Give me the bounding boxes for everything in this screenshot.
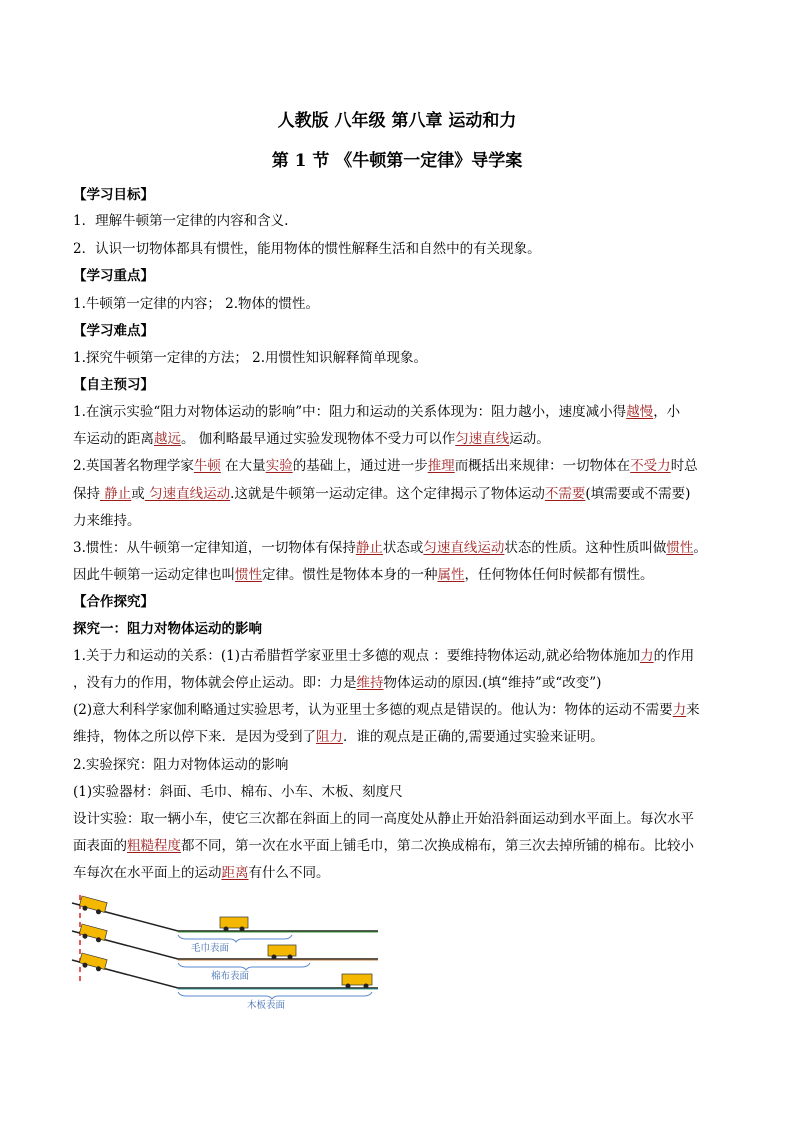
document-title: 人教版 八年级 第八章 运动和力 — [277, 111, 517, 131]
answer-blank: 实验 — [265, 458, 293, 474]
answer-blank: 惯性 — [666, 540, 694, 556]
preview-3-line-2: 因此牛顿第一运动定律也叫惯性定律。惯性是物体本身的一种属性，任何物体任何时候都有惯性。 — [73, 567, 654, 583]
answer-blank: 匀速直线运动 — [423, 540, 505, 556]
section-objectives: 【学习目标】 — [73, 187, 154, 203]
answer-blank: 粗糙程度 — [127, 838, 181, 854]
answer-blank: 不需要 — [544, 486, 586, 502]
preview-1-line-1: 1.在演示实验“阻力对物体运动的影响”中：阻力和运动的关系体现为：阻力越小，速度减小得越慢，小 — [73, 404, 681, 420]
answer-blank: 惯性 — [235, 567, 262, 583]
answer-blank: 推理 — [427, 458, 455, 474]
cotton-label: 棉布表面 — [211, 971, 250, 982]
explore-2-line-2: 维持，物体之所以停下来．是因为受到了阻力．谁的观点是正确的,需要通过实验来证明。 — [73, 729, 604, 745]
explore-1-title: 探究一：阻力对物体运动的影响 — [73, 621, 262, 637]
key-point-1: 1.牛顿第一定律的内容； 2.物体的惯性。 — [73, 296, 320, 312]
section-difficulties: 【学习难点】 — [73, 323, 154, 339]
car-icon — [79, 953, 108, 973]
answer-blank: 阻力 — [316, 729, 343, 745]
explore-1-line-1: 1.关于力和运动的关系：(1)古希腊哲学家亚里士多德的观点 ：要维持物体运动,就必给物体施加力的作用 — [73, 648, 695, 664]
answer-blank: 不受力 — [630, 458, 671, 474]
objective-2: 2．认识一切物体都具有惯性，能用物体的惯性解释生活和自然中的有关现象。 — [73, 241, 541, 257]
answer-blank: 静止 — [355, 540, 383, 556]
wood-distance-brace — [178, 992, 372, 999]
car-icon — [79, 924, 108, 944]
experiment-figure — [70, 893, 390, 1013]
wood-label: 木板表面 — [247, 1000, 286, 1011]
cotton-distance-brace — [178, 963, 310, 970]
preview-2-line-3: 力来维持。 — [73, 513, 141, 529]
answer-blank: 力 — [672, 702, 687, 718]
answer-blank: 牛顿 — [193, 458, 221, 474]
objective-1: 1．理解牛顿第一定律的内容和含义. — [73, 213, 289, 229]
experiment-title: 2.实验探究：阻力对物体运动的影响 — [73, 757, 289, 773]
preview-1-line-2: 车运动的距离越远。 伽利略最早通过实验发现物体不受力可以作匀速直线运动。 — [73, 431, 550, 447]
answer-blank: 匀速直线 — [455, 431, 510, 447]
preview-3-line-1: 3.惯性：从牛顿第一定律知道，一切物体有保持静止状态或匀速直线运动状态的性质。这种性质叫做惯性。 — [73, 540, 707, 556]
design-line-2: 面表面的粗糙程度都不同，第一次在水平面上铺毛巾，第二次换成棉布，第三次去掉所铺的棉布。比较小 — [73, 838, 694, 854]
answer-blank: 越远 — [154, 431, 181, 447]
towel-distance-brace — [178, 935, 292, 942]
car-icon — [220, 917, 248, 932]
answer-blank: 匀速直线运动 — [144, 486, 231, 502]
section-key-points: 【学习重点】 — [73, 268, 154, 284]
preview-2-line-2: 保持 静止或 匀速直线运动.这就是牛顿第一运动定律。这个定律揭示了物体运动不需要(填需要或不需要) — [73, 486, 691, 502]
car-icon — [79, 896, 108, 916]
answer-blank: 力 — [640, 648, 654, 664]
answer-blank: 属性 — [437, 567, 465, 583]
section-preview: 【自主预习】 — [73, 377, 154, 393]
section-explore: 【合作探究】 — [73, 594, 154, 610]
incline-diagram — [70, 893, 390, 1013]
car-icon — [268, 945, 296, 960]
experiment-materials: (1)实验器材：斜面、毛巾、棉布、小车、木板、刻度尺 — [73, 784, 403, 800]
explore-2-line-1: (2)意大利科学家伽利略通过实验思考，认为亚里士多德的观点是错误的。他认为：物体的运动不需要力来 — [73, 702, 700, 718]
answer-blank: 维持 — [356, 675, 384, 691]
answer-blank: 静止 — [100, 486, 132, 502]
design-line-3: 车每次在水平面上的运动距离有什么不同。 — [73, 865, 330, 881]
design-line-1: 设计实验：取一辆小车，使它三次都在斜面上的同一高度处从静止开始沿斜面运动到水平面上。每次水平 — [73, 811, 694, 827]
difficulty-1: 1.探究牛顿第一定律的方法； 2.用惯性知识解释简单现象。 — [73, 350, 428, 366]
explore-1-line-2: ，没有力的作用，物体就会停止运动。即：力是维持物体运动的原因.(填“维持”或“改变”) — [73, 675, 602, 691]
towel-label: 毛巾表面 — [191, 943, 230, 954]
document-subtitle: 第 1 节 《牛顿第一定律》导学案 — [271, 151, 523, 171]
answer-blank: 距离 — [221, 865, 249, 881]
answer-blank: 越慢 — [626, 404, 654, 420]
car-icon — [342, 974, 372, 989]
preview-2-line-1: 2.英国著名物理学家牛顿 在大量实验的基础上，通过进一步推理而概括出来规律：一切物体在不受力时总 — [73, 458, 698, 474]
